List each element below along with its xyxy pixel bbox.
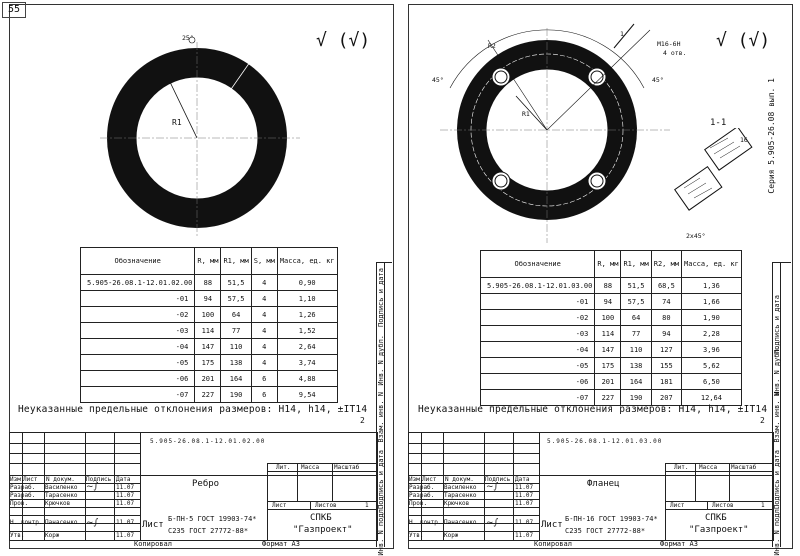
table-row: -07 227 190 207 12,64 [481, 390, 742, 406]
title-block-left: Изм. Лист N докум. Подпись Дата Разраб. Василенко 11.07 Разраб. Тарасенко 11.07 Пров. Крючков 11.07 Н. контр. Панасенко 11.07 Утв. Корж 11.07 5.905-26.08.1-12.01.02.00 Ребро Лит. Масса Масштаб Лист Листов 1 Лист Б-ПН-5 ГОСТ 19903-74* С235 ГОСТ 27772-88* СПКБ "Газпроект" [9, 432, 378, 541]
label-holes: 4 отв. [663, 49, 687, 57]
side-label: Инв. N дубл. [377, 335, 385, 386]
table-row: -04 147 110 4 2,64 [81, 339, 338, 355]
tolerance-note-right: Неуказанные предельные отклонения размеров: H14, h14, ±IT14 [418, 404, 768, 415]
label-r2: R2 [488, 42, 496, 50]
table-row: -01 94 57,5 74 1,66 [481, 294, 742, 310]
col-header: Обозначение [481, 251, 595, 278]
label-cut: 1 [620, 30, 624, 38]
flange-drawing [430, 18, 680, 248]
col-header: R1, мм [621, 251, 651, 278]
table-row: -01 94 57,5 4 1,10 [81, 291, 338, 307]
table-row: -02 100 64 4 1,26 [81, 307, 338, 323]
label-thread: M16-6H [657, 40, 681, 48]
table-row: -06 201 164 6 4,88 [81, 371, 338, 387]
side-label: Инв. N подл. [377, 505, 385, 556]
section-label: 1-1 [710, 118, 727, 128]
col-header: Обозначение [81, 248, 195, 275]
footer-copied-right: Копировал [534, 540, 572, 548]
table-row: -05 175 138 4 3,74 [81, 355, 338, 371]
label-r-left: R [205, 97, 210, 106]
table-row: -03 114 77 4 1,52 [81, 323, 338, 339]
section-view [670, 128, 760, 238]
side-label: Подпись и дата [773, 295, 781, 355]
designation-left: 5.905-26.08.1-12.01.02.00 [150, 438, 266, 445]
tolerance-div-right: 2 [760, 416, 765, 425]
label-chamfer-right: 2x45° [686, 232, 706, 240]
designation-right: 5.905-26.08.1-12.01.03.00 [547, 438, 663, 445]
col-header: R, мм [595, 251, 621, 278]
footer-format-right: Формат А3 [660, 540, 698, 548]
page-number: 55 [2, 2, 26, 18]
col-header: R1, мм [221, 248, 251, 275]
signature: ~∫ [486, 482, 499, 492]
signature: ~∫ [86, 482, 99, 492]
footer-copied-left: Копировал [134, 540, 172, 548]
col-header: S, мм [251, 248, 277, 275]
table-row: -06 201 164 181 6,50 [481, 374, 742, 390]
table-row: -05 175 138 155 5,62 [481, 358, 742, 374]
label-angle-a: 45° [432, 76, 444, 84]
table-row: 5.905-26.08.1-12.01.02.00 88 51,5 4 0,90 [81, 275, 338, 291]
part-name-left: Ребро [192, 479, 220, 489]
table-row: -03 114 77 94 2,28 [481, 326, 742, 342]
label-r1-right: R1 [522, 110, 530, 118]
side-label: Инв. N дубл. [773, 345, 781, 396]
rib-drawing [100, 36, 300, 236]
side-label: Инв. N подл. [773, 505, 781, 556]
table-row: 5.905-26.08.1-12.01.03.00 88 51,5 68,5 1,36 [481, 278, 742, 294]
table-row: -04 147 110 127 3,96 [481, 342, 742, 358]
roughness-mark-right: √ (√) [716, 30, 771, 51]
rib-table [80, 247, 338, 403]
signature: ~∫ [86, 518, 99, 528]
label-r1-left: R1 [172, 118, 182, 127]
side-label: Взам. инв. N [773, 392, 781, 443]
tolerance-div-left: 2 [360, 416, 365, 425]
series-label: Серия 5.905-26.08 вып. 1 [767, 78, 776, 194]
table-row: -07 227 190 6 9,54 [81, 387, 338, 403]
label-angle-b: 45° [652, 76, 664, 84]
part-name-right: Фланец [587, 479, 620, 489]
col-header: Масса, ед. кг [682, 251, 742, 278]
signature: ~∫ [486, 518, 499, 528]
label-16: 16 [740, 136, 748, 144]
col-header: Масса, ед. кг [277, 248, 337, 275]
side-label: Подпись и дата [377, 450, 385, 510]
flange-table [480, 250, 742, 406]
table-row: -02 100 64 80 1,90 [481, 310, 742, 326]
side-label: Подпись и дата [773, 450, 781, 510]
side-label: Подпись и дата [377, 268, 385, 328]
tolerance-note-left: Неуказанные предельные отклонения размеров: H14, h14, ±IT14 [18, 404, 368, 415]
footer-format-left: Формат А3 [262, 540, 300, 548]
side-label: Взам. инв. N [377, 392, 385, 443]
col-header: R, мм [195, 248, 221, 275]
title-block-right: Изм. Лист N докум. Подпись Дата Разраб. Василенко 11.07 Разраб. Тарасенко 11.07 Пров. Крючков 11.07 Н. контр. Панасенко 11.07 Утв. Корж 11.07 5.905-26.08.1-12.01.03.00 Фланец Лит. Масса Масштаб Лист Листов 1 Лист Б-ПН-16 ГОСТ 19903-74* С235 ГОСТ 27772-88* СПКБ "Газпроект" [408, 432, 774, 541]
label-r-right: R [582, 100, 586, 108]
roughness-mark-left: √ (√) [316, 30, 371, 51]
label-chamfer-left: 25° [182, 34, 194, 42]
col-header: R2, мм [651, 251, 681, 278]
